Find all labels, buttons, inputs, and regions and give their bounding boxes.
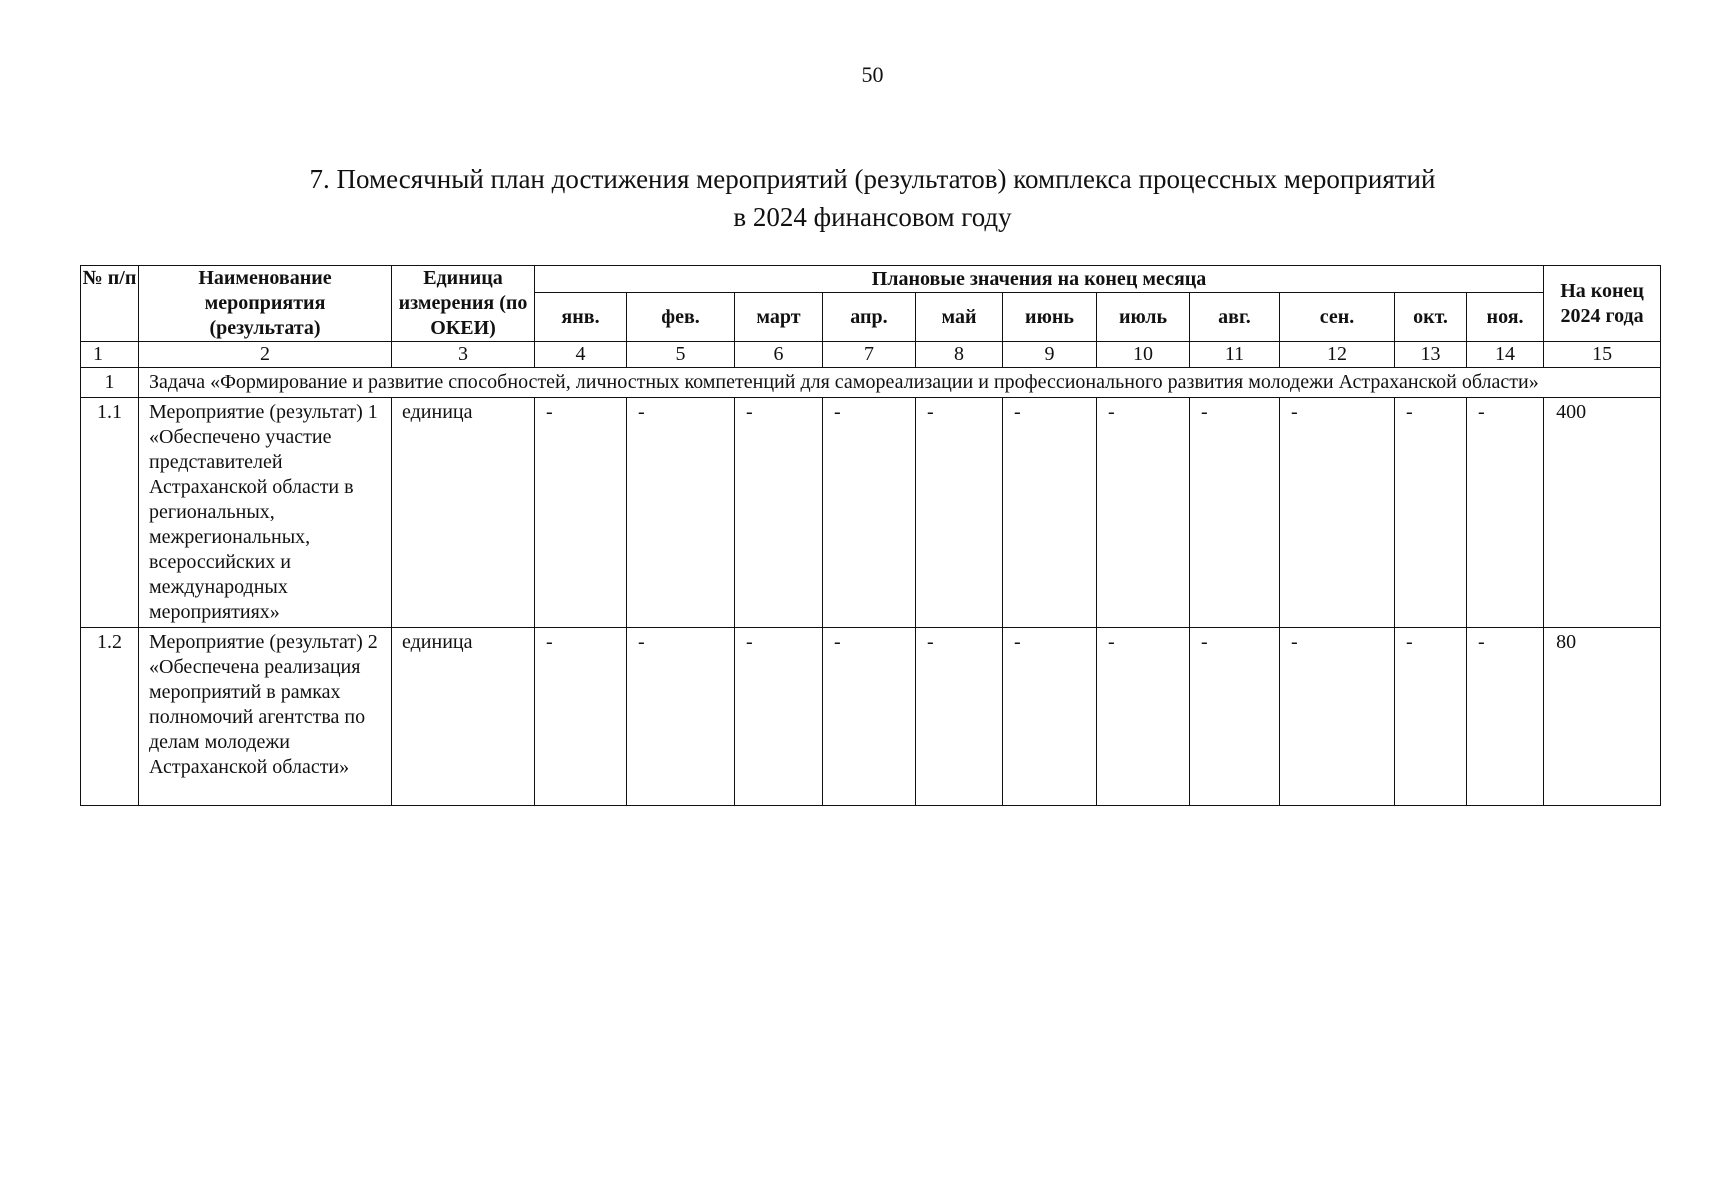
task-description: Задача «Формирование и развитие способностей, личностных компетенций для самореализации и профессионального развития молодежи Астраханской области» — [139, 368, 1661, 398]
month-value: - — [735, 628, 823, 806]
month-value: - — [1097, 398, 1190, 628]
year-end-value: 400 — [1544, 398, 1661, 628]
column-number: 9 — [1003, 342, 1097, 368]
header-month: фев. — [627, 293, 735, 342]
column-number-row — [81, 342, 1661, 368]
header-month: апр. — [823, 293, 916, 342]
header-month: июль — [1097, 293, 1190, 342]
header-month: май — [916, 293, 1003, 342]
header-month: сен. — [1280, 293, 1395, 342]
column-number: 8 — [916, 342, 1003, 368]
month-value: - — [1190, 628, 1280, 806]
month-value: - — [1003, 628, 1097, 806]
month-value: - — [735, 398, 823, 628]
column-number: 1 — [81, 342, 139, 368]
header-month: июнь — [1003, 293, 1097, 342]
month-value: - — [823, 398, 916, 628]
measure-name: Мероприятие (результат) 1 «Обеспечено участие представителей Астраханской области в региональных, межрегиональных, всероссийских и международных мероприятиях» — [139, 398, 392, 628]
month-value: - — [1190, 398, 1280, 628]
column-number: 7 — [823, 342, 916, 368]
header-unit: Единица измерения (по ОКЕИ) — [392, 266, 535, 342]
title-line-2: в 2024 финансовом году — [733, 202, 1012, 232]
column-number: 2 — [139, 342, 392, 368]
header-month: авг. — [1190, 293, 1280, 342]
table-row — [81, 628, 1661, 806]
column-number: 10 — [1097, 342, 1190, 368]
page-number: 50 — [861, 62, 884, 87]
measure-unit: единица — [392, 398, 535, 628]
column-number: 15 — [1544, 342, 1661, 368]
month-value: - — [1003, 398, 1097, 628]
month-value: - — [823, 628, 916, 806]
table-row — [81, 398, 1661, 628]
month-value: - — [916, 628, 1003, 806]
month-value: - — [1395, 398, 1467, 628]
column-number: 12 — [1280, 342, 1395, 368]
header-planned-values: Плановые значения на конец месяца — [535, 266, 1544, 293]
header-month: март — [735, 293, 823, 342]
month-value: - — [916, 398, 1003, 628]
month-value: - — [535, 628, 627, 806]
header-name: Наименование мероприятия (результата) — [139, 266, 392, 342]
header-total: На конец 2024 года — [1544, 266, 1661, 342]
monthly-plan-table — [80, 265, 1661, 806]
header-month: ноя. — [1467, 293, 1544, 342]
column-number: 13 — [1395, 342, 1467, 368]
header-month: янв. — [535, 293, 627, 342]
column-number: 14 — [1467, 342, 1544, 368]
month-value: - — [535, 398, 627, 628]
row-number: 1.1 — [81, 398, 139, 628]
year-end-value: 80 — [1544, 628, 1661, 806]
column-number: 6 — [735, 342, 823, 368]
column-number: 5 — [627, 342, 735, 368]
header-month: окт. — [1395, 293, 1467, 342]
page-title — [0, 160, 1717, 236]
measure-name: Мероприятие (результат) 2 «Обеспечена реализация мероприятий в рамках полномочий агентства по делам молодежи Астраханской области» — [139, 628, 392, 806]
month-value: - — [627, 398, 735, 628]
column-number: 4 — [535, 342, 627, 368]
header-num: № п/п — [81, 266, 139, 342]
measure-unit: единица — [392, 628, 535, 806]
task-row — [81, 368, 1661, 398]
month-value: - — [1467, 398, 1544, 628]
title-line-1: 7. Помесячный план достижения мероприятий (результатов) комплекса процессных мероприятий — [309, 164, 1436, 194]
column-number: 11 — [1190, 342, 1280, 368]
month-value: - — [627, 628, 735, 806]
month-value: - — [1280, 398, 1395, 628]
month-value: - — [1467, 628, 1544, 806]
header-row — [81, 266, 1661, 293]
row-number: 1.2 — [81, 628, 139, 806]
task-number: 1 — [81, 368, 139, 398]
column-number: 3 — [392, 342, 535, 368]
month-value: - — [1097, 628, 1190, 806]
month-value: - — [1395, 628, 1467, 806]
month-value: - — [1280, 628, 1395, 806]
